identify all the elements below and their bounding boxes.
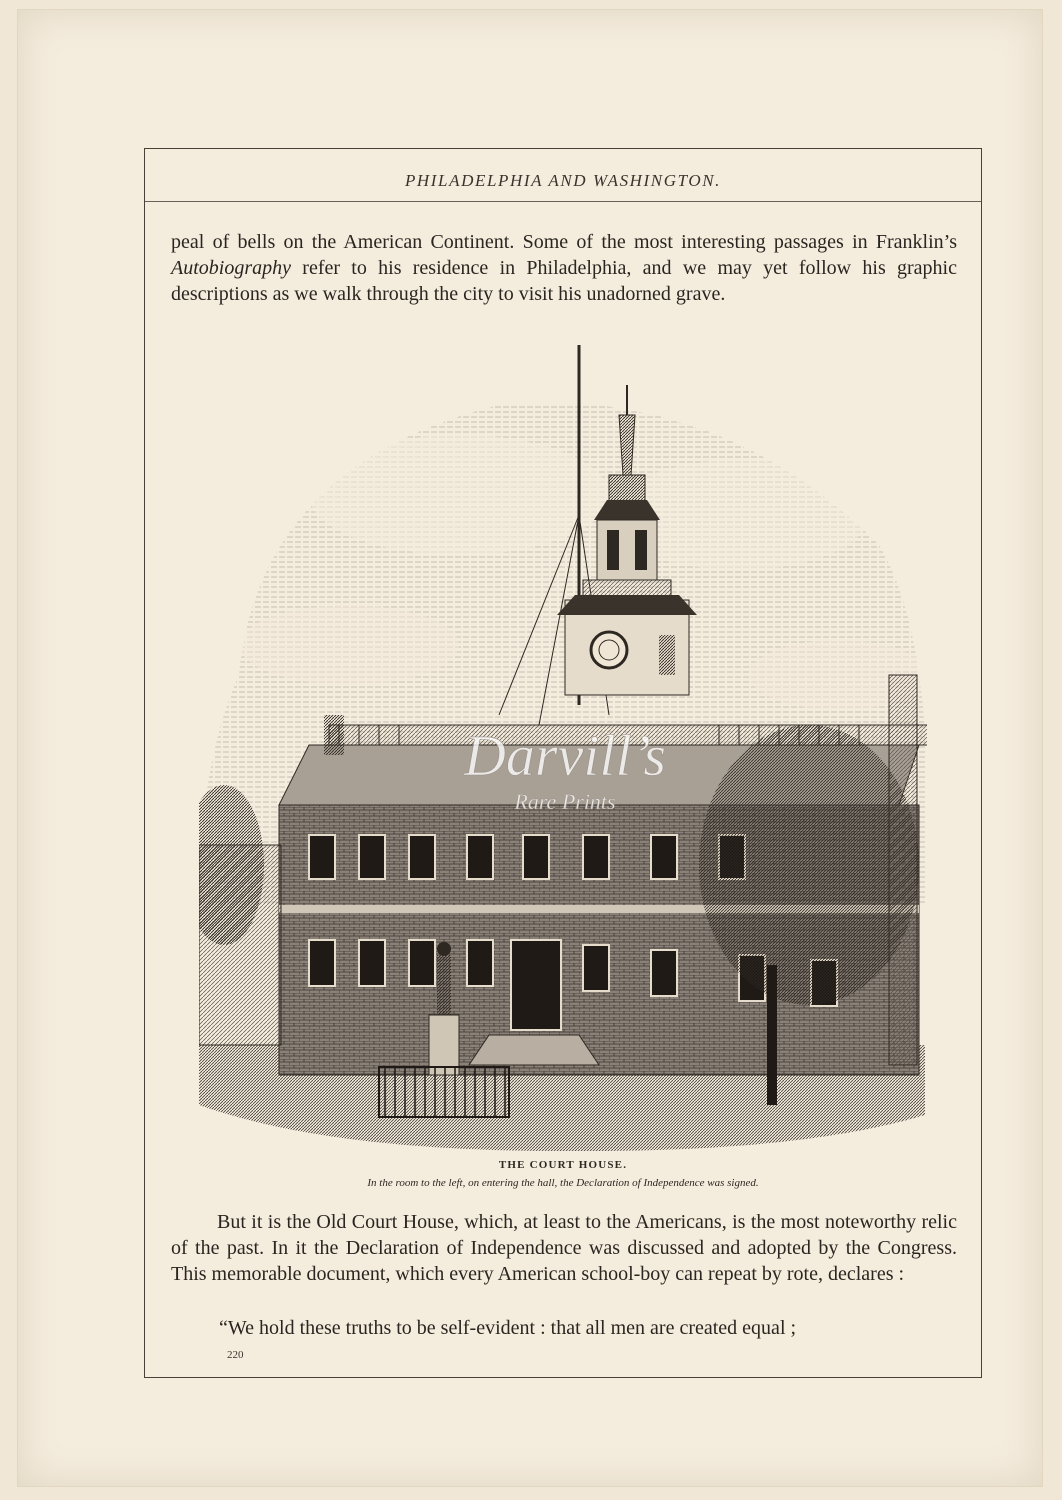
header-rule bbox=[145, 201, 981, 202]
caption-subtitle: In the room to the left, on entering the hall, the Declaration of Independence was signed. bbox=[367, 1177, 759, 1189]
caption-title: THE COURT HOUSE. bbox=[498, 1159, 628, 1171]
print-sheet bbox=[18, 10, 1042, 1486]
page-frame bbox=[144, 148, 982, 1378]
paragraph-intro-part-1: peal of bells on the American Continent. Some of the most interesting passages in Franklin’s bbox=[171, 231, 957, 253]
paragraph-intro-part-2: refer to his residence in Philadelphia, and we may yet follow his graphic descriptions as we walk through the city to visit his unadorned grave. bbox=[171, 257, 957, 305]
paragraph-court-house: But it is the Old Court House, which, at least to the Americans, is the most noteworthy relic of the past. In it the Declaration of Independence was discussed and adopted by the Congress. This memorable document, which every American school-boy can repeat by rote, declares : bbox=[171, 1211, 957, 1285]
running-head: PHILADELPHIA AND WASHINGTON. bbox=[404, 171, 722, 190]
paragraph-declaration-quote: “We hold these truths to be self-evident : that all men are created equal ; bbox=[219, 1317, 797, 1339]
paragraph-intro bbox=[171, 229, 957, 307]
autobiography-title: Autobiography bbox=[171, 257, 291, 279]
court-house-engraving bbox=[199, 345, 927, 1151]
page-number: 220 bbox=[227, 1349, 244, 1361]
svg-text:Darvill’s: Darvill’s bbox=[464, 723, 666, 788]
svg-text:Rare Prints: Rare Prints bbox=[514, 789, 616, 814]
